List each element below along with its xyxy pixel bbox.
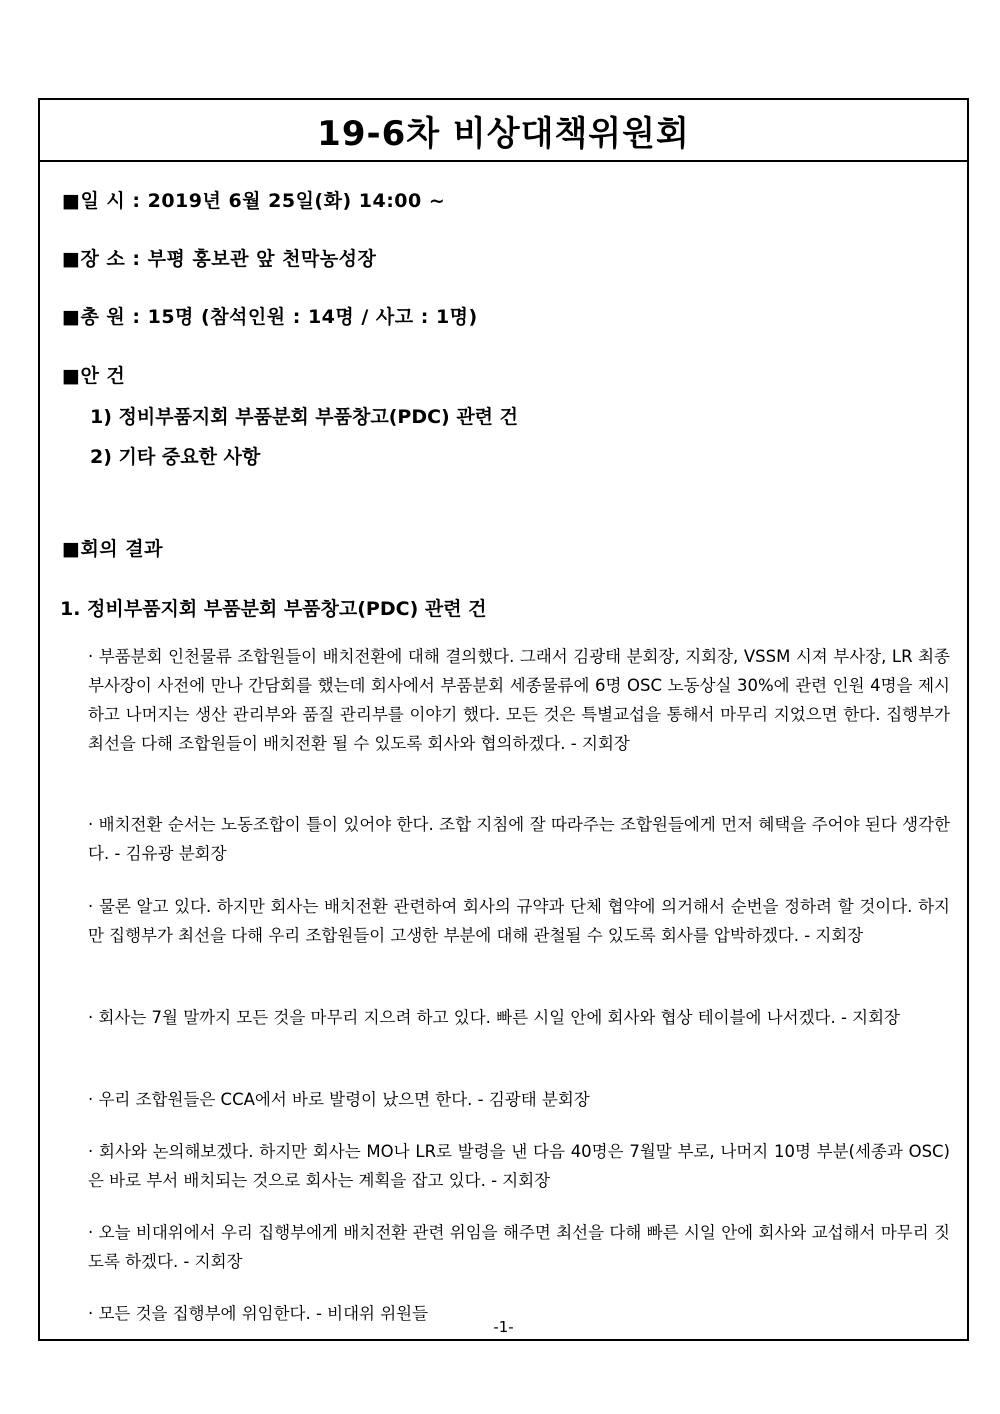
result-paragraph-7: · 오늘 비대위에서 우리 집행부에게 배치전환 관련 위임을 해주면 최선을 다해 빠른 시일 안에 회사와 교섭해서 마무리 짓도록 하겠다. - 지회장 — [88, 1223, 950, 1271]
result-paragraph-6: · 회사와 논의해보겠다. 하지만 회사는 MO나 LR로 발령을 낸 다음 40명은 7월말 부로, 나머지 10명 부분(세종과 OSC)은 바로 부서 배치되는 것으로 회사는 계획을 잡고 있다. - 지회장 — [88, 1142, 950, 1190]
document-title: 19-6차 비상대책위원회 — [317, 113, 690, 154]
document-frame — [38, 98, 969, 1341]
meeting-place: ■장 소 : 부평 홍보관 앞 천막농성장 — [62, 248, 377, 270]
page-number: -1- — [493, 1318, 514, 1336]
agenda-heading: ■안 건 — [62, 365, 126, 387]
result-paragraph-8: · 모든 것을 집행부에 위임한다. - 비대위 위원들 — [88, 1304, 429, 1323]
agenda-item-1: 1) 정비부품지회 부품분회 부품창고(PDC) 관련 건 — [90, 406, 519, 428]
result-paragraph-1: · 부품분회 인천물류 조합원들이 배치전환에 대해 결의했다. 그래서 김광태 분회장, 지회장, VSSM 시져 부사장, LR 최종 부사장이 사전에 만나 간담회를 했는데 회사에서 부품분회 세종물류에 6명 OSC 노동상실 30%에 관련 인원 4명을 제시하고 나머지는 생산 관리부와 품질 관리부를 이야기 했다. 모든 것은 특별교섭을 통해서 마무리 지었으면 한다. 집행부가 최선을 다해 조합원들이 배치전환 될 수 있도록 회사와 협의하겠다. - 지회장 — [88, 647, 950, 753]
agenda-item-2: 2) 기타 중요한 사항 — [90, 446, 261, 468]
meeting-datetime: ■일 시 : 2019년 6월 25일(화) 14:00 ~ — [62, 190, 446, 212]
result-paragraph-4: · 회사는 7월 말까지 모든 것을 마무리 지으려 하고 있다. 빠른 시일 안에 회사와 협상 테이블에 나서겠다. - 지회장 — [88, 1008, 900, 1027]
section-title: 1. 정비부품지회 부품분회 부품창고(PDC) 관련 건 — [60, 598, 487, 620]
result-paragraph-3: · 물론 알고 있다. 하지만 회사는 배치전환 관련하여 회사의 규약과 단체 협약에 의거해서 순번을 정하려 할 것이다. 하지만 집행부가 최선을 다해 우리 조합원들이 고생한 부분에 대해 관철될 수 있도록 회사를 압박하겠다. - 지회장 — [88, 897, 950, 945]
meeting-members: ■총 원 : 15명 (참석인원 : 14명 / 사고 : 1명) — [62, 306, 478, 328]
result-paragraph-2: · 배치전환 순서는 노동조합이 틀이 있어야 한다. 조합 지침에 잘 따라주는 조합원들에게 먼저 혜택을 주어야 된다 생각한다. - 김유광 분회장 — [88, 815, 950, 863]
title-box — [40, 100, 967, 162]
result-paragraph-5: · 우리 조합원들은 CCA에서 바로 발령이 났으면 한다. - 김광태 분회장 — [88, 1090, 590, 1109]
results-heading: ■회의 결과 — [62, 538, 163, 560]
